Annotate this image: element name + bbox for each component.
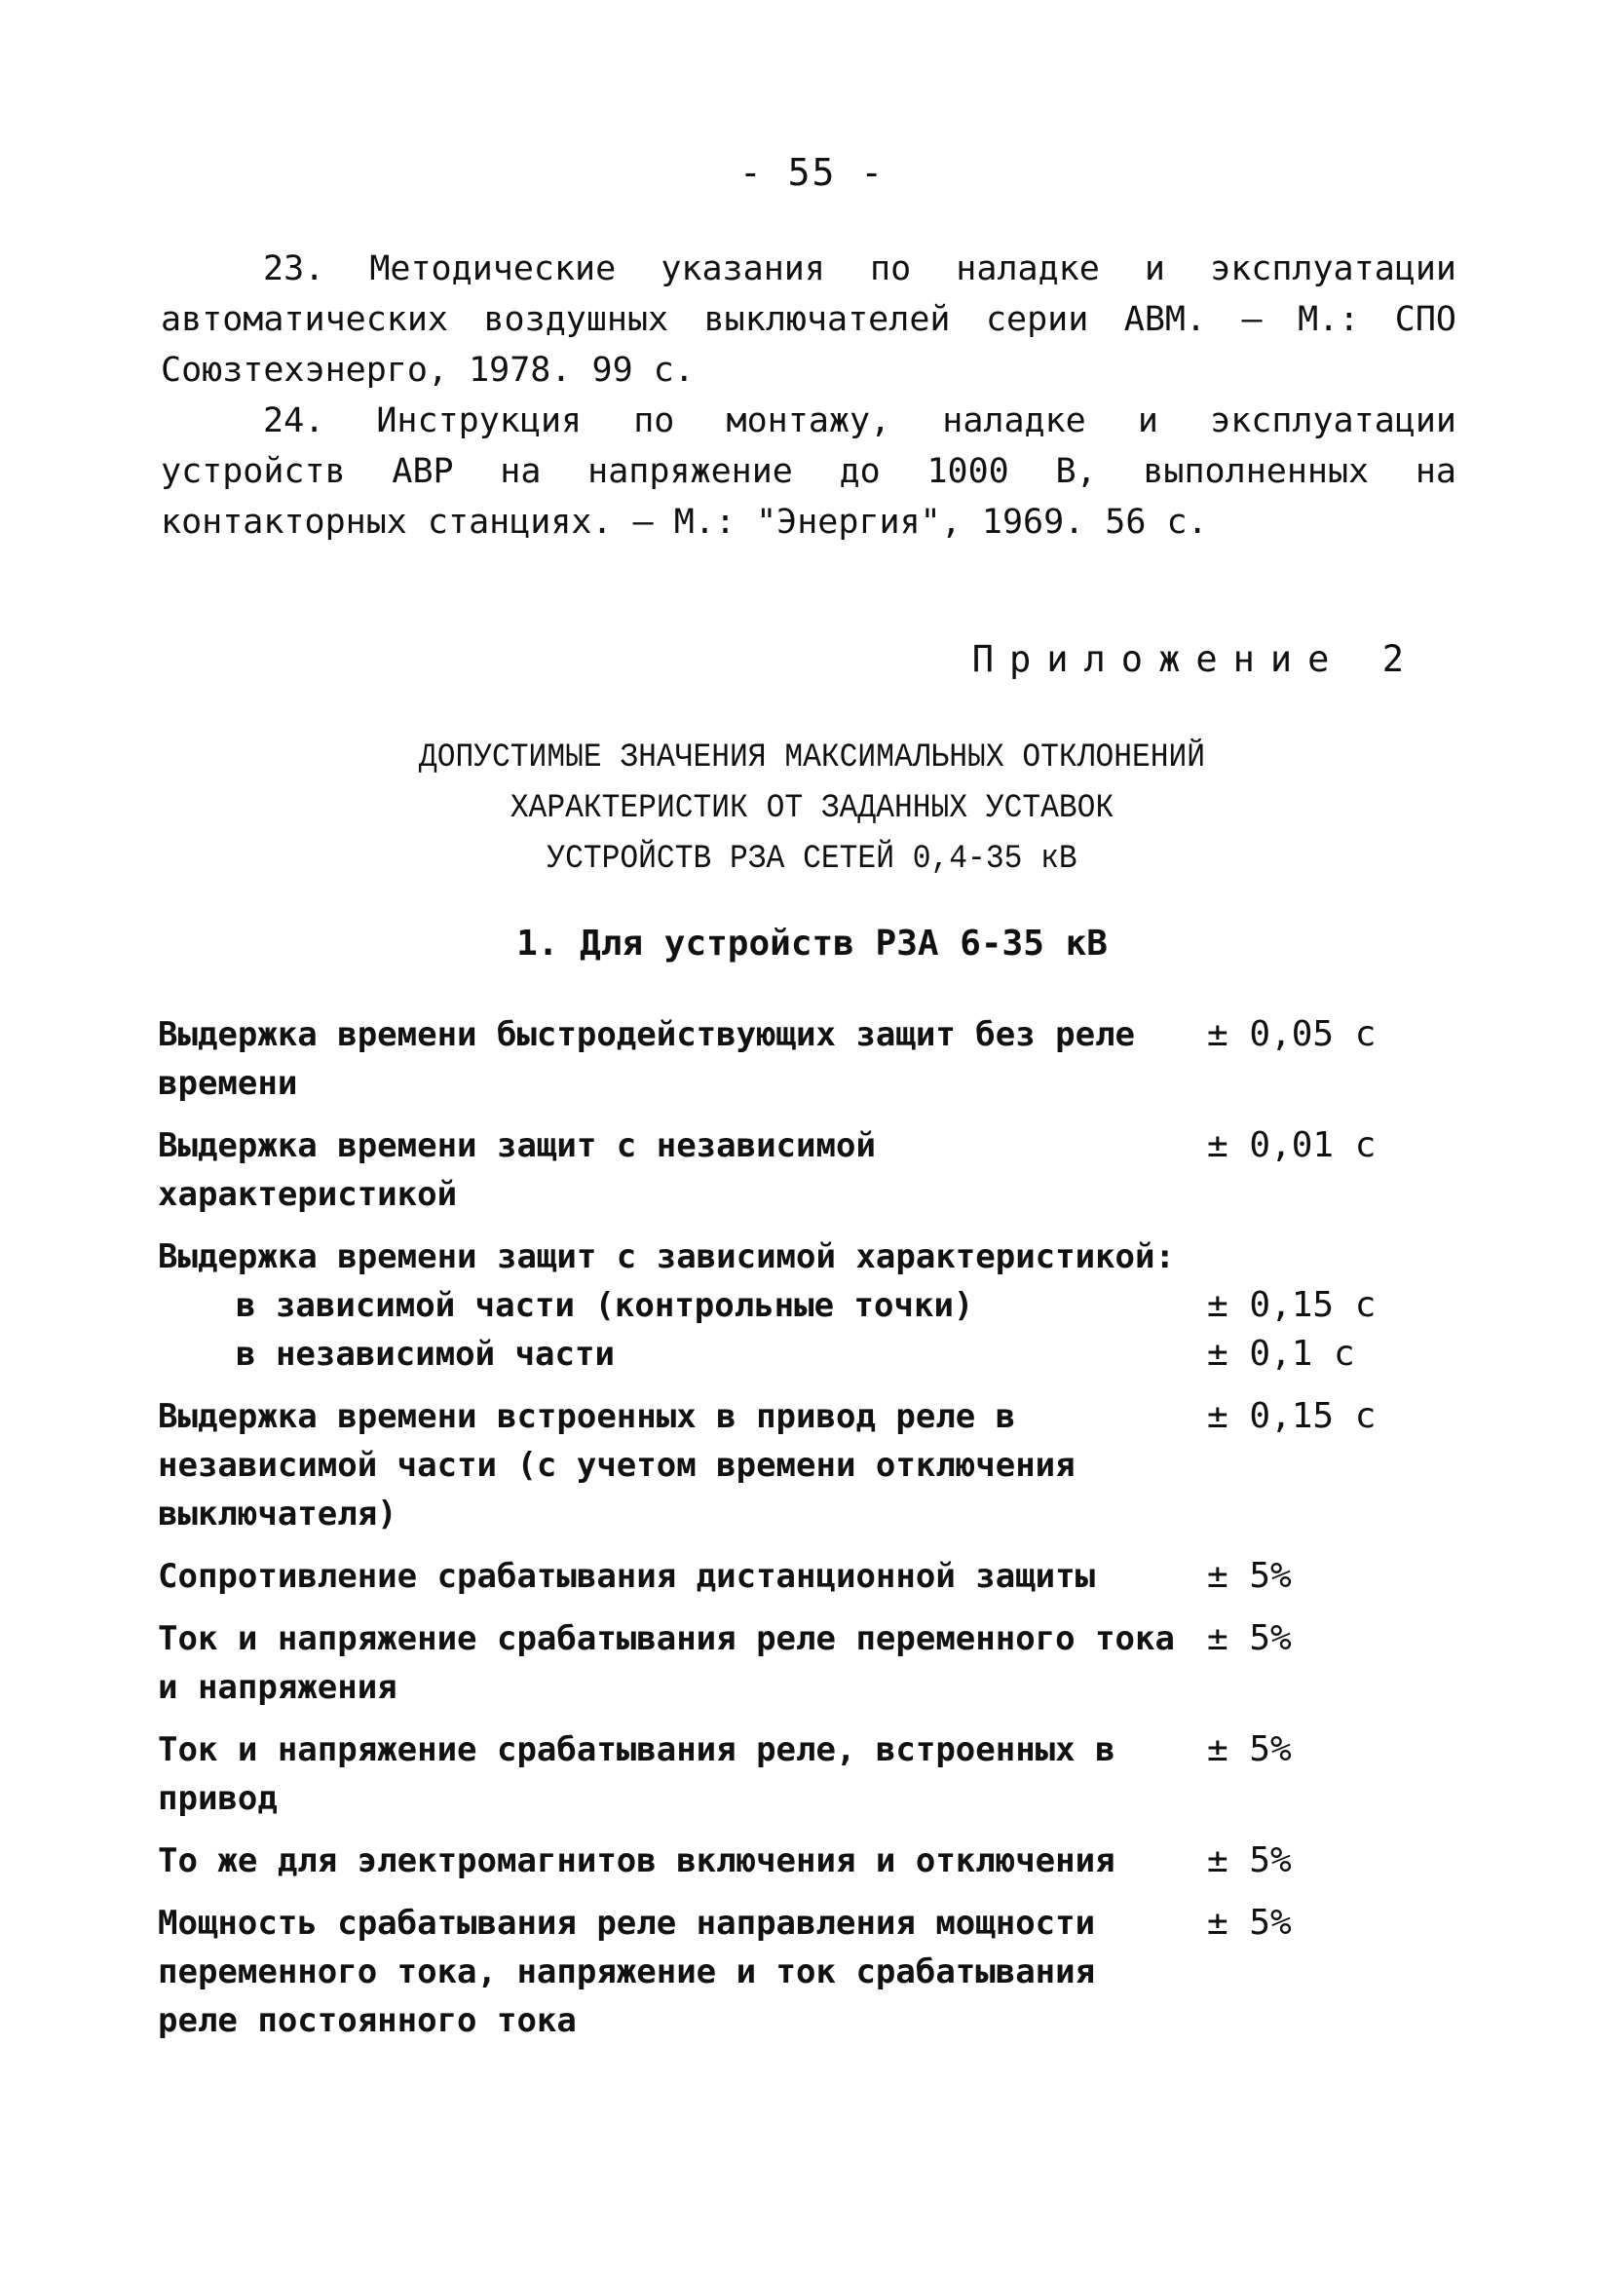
table-row — [158, 1899, 1424, 2045]
document-title — [65, 733, 1560, 885]
row-value: ± 5% — [1207, 1618, 1292, 1658]
table-row — [158, 1837, 1424, 1885]
table-row — [158, 1232, 1424, 1281]
table-row — [158, 1330, 1424, 1379]
row-value: ± 5% — [1207, 1903, 1292, 1943]
reference-list — [161, 244, 1456, 548]
row-description: То же для электромагнитов включения и отключения — [158, 1841, 1115, 1880]
row-value: ± 5% — [1207, 1840, 1292, 1880]
page-number: - 55 - — [738, 151, 886, 194]
row-value: ± 0,15 с — [1207, 1396, 1377, 1436]
row-value: ± 0,01 с — [1207, 1125, 1377, 1165]
row-value: ± 0,1 с — [1207, 1334, 1355, 1374]
title-line: ХАРАКТЕРИСТИК ОТ ЗАДАННЫХ УСТАВОК — [510, 790, 1114, 827]
reference-item: 24. Инструкция по монтажу, наладке и эксплуатации устройств АВР на напряжение до 1000 В, выполненных на контакторных станциях. – М.: "Энергия", 1969. 56 с. — [161, 401, 1456, 542]
row-description: Выдержка времени защит с независимой характеристикой — [158, 1126, 876, 1214]
row-description: Сопротивление срабатывания дистанционной защиты — [158, 1557, 1096, 1596]
row-description: в независимой части — [236, 1335, 615, 1374]
table-row — [158, 1121, 1424, 1219]
row-value: ± 0,05 с — [1207, 1014, 1377, 1054]
row-description: Выдержка времени защит с зависимой характеристикой: — [158, 1237, 1175, 1276]
row-value: ± 0,15 с — [1207, 1285, 1377, 1325]
row-value: ± 5% — [1207, 1729, 1292, 1769]
reference-item: 23. Методические указания по наладке и эксплуатации автоматических воздушных выключателей серии АВМ. – М.: СПО Союзтехэнерго, 1978. 99 с. — [161, 249, 1456, 390]
row-description: Мощность срабатывания реле направления мощности переменного тока, напряжение и ток срабатывания реле постоянного тока — [158, 1904, 1096, 2040]
row-description: Выдержка времени быстродействующих защит без реле времени — [158, 1015, 1136, 1103]
row-description: Выдержка времени встроенных в привод реле в независимой части (с учетом времени отключения выключателя) — [158, 1397, 1076, 1534]
table-row — [158, 1392, 1424, 1538]
row-description: Ток и напряжение срабатывания реле переменного тока и напряжения — [158, 1619, 1175, 1707]
title-line: ДОПУСТИМЫЕ ЗНАЧЕНИЯ МАКСИМАЛЬНЫХ ОТКЛОНЕНИЙ — [418, 739, 1206, 776]
section-title: 1. Для устройств РЗА 6-35 кВ — [516, 924, 1108, 964]
table-row — [158, 1281, 1424, 1330]
row-description: в зависимой части (контрольные точки) — [236, 1286, 974, 1325]
table-row — [158, 1010, 1424, 1108]
tolerance-table — [158, 1010, 1424, 2059]
row-description: Ток и напряжение срабатывания реле, встроенных в привод — [158, 1730, 1115, 1818]
table-row — [158, 1552, 1424, 1601]
table-row — [158, 1614, 1424, 1712]
title-line: УСТРОЙСТВ РЗА СЕТЕЙ 0,4-35 кВ — [547, 841, 1077, 878]
appendix-label: Приложение 2 — [971, 638, 1419, 680]
row-value: ± 5% — [1207, 1556, 1292, 1596]
table-row — [158, 1725, 1424, 1823]
